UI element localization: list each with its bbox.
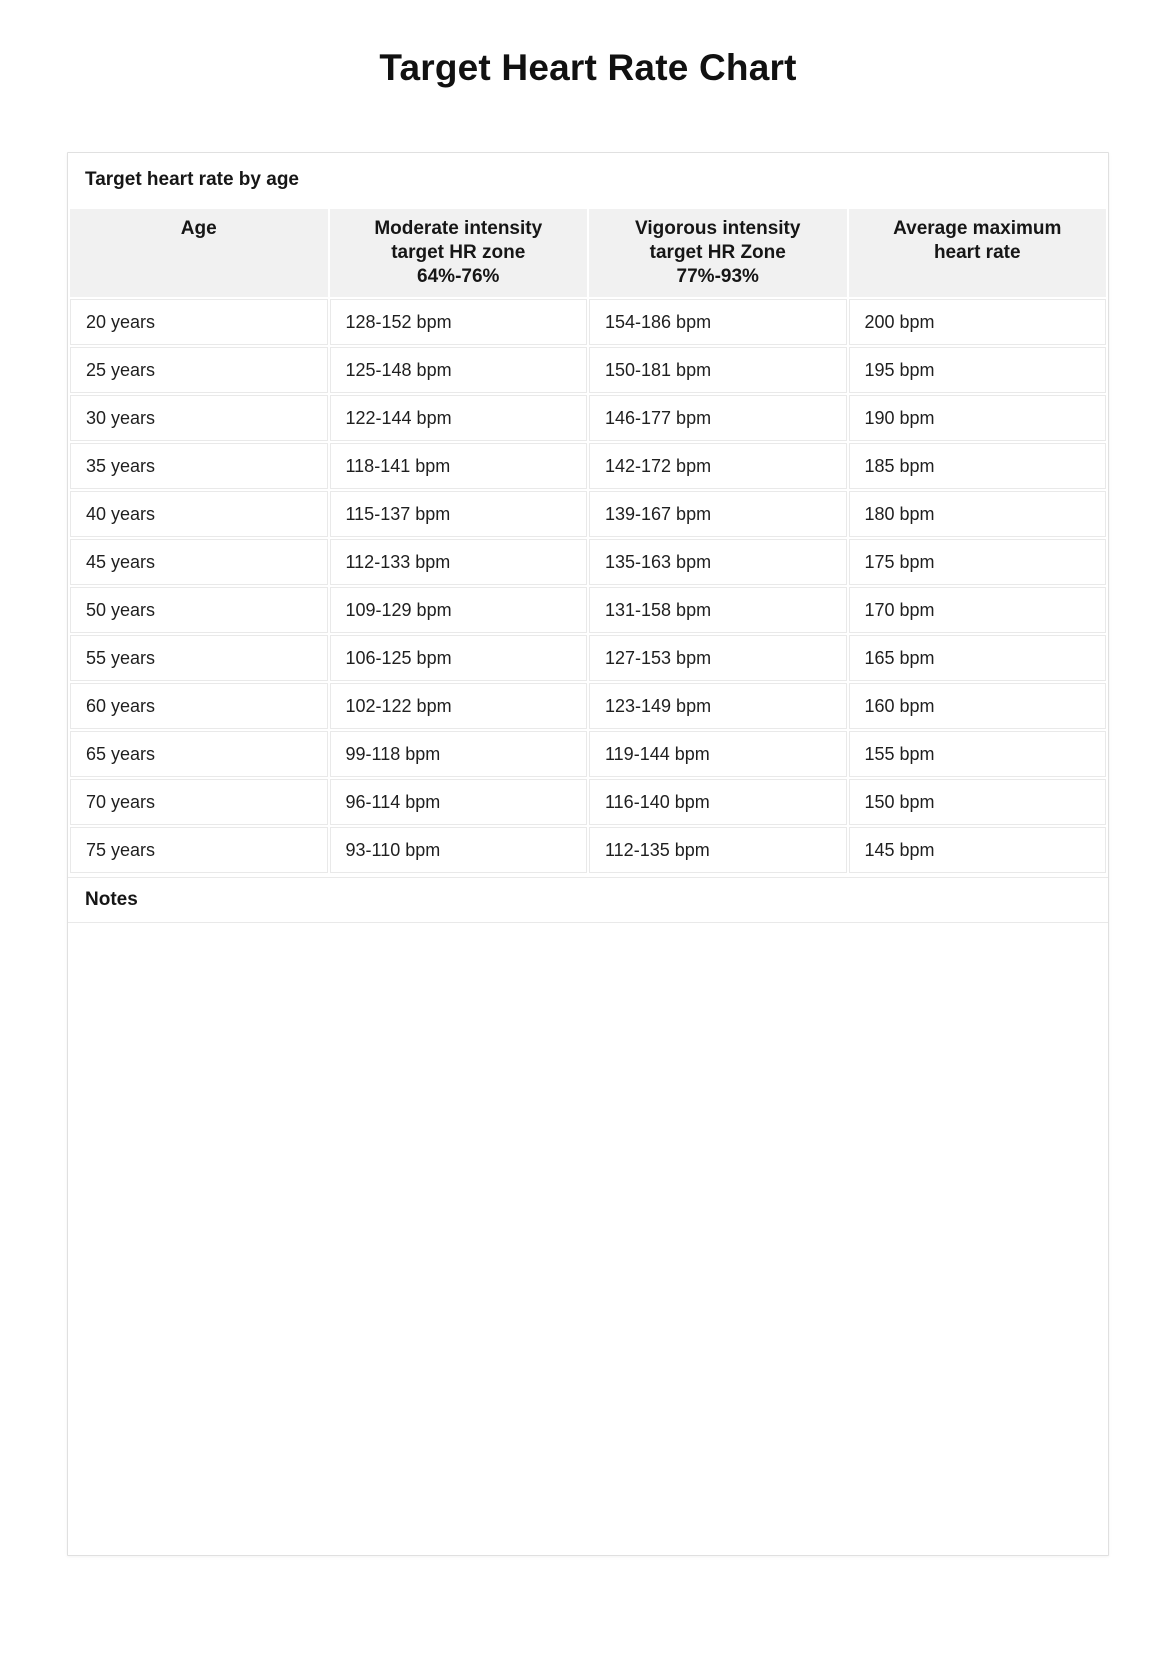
table-cell: 185 bpm [849,443,1107,489]
table-cell: 116-140 bpm [589,779,847,825]
table-cell: 142-172 bpm [589,443,847,489]
table-header-line: heart rate [933,242,1021,263]
table-cell: 123-149 bpm [589,683,847,729]
table-cell: 109-129 bpm [330,587,588,633]
table-row [70,827,1106,873]
table-cell: 99-118 bpm [330,731,588,777]
table-row [70,587,1106,633]
table-cell: 180 bpm [849,491,1107,537]
table-cell: 119-144 bpm [589,731,847,777]
table-cell: 35 years [70,443,328,489]
table-header-line: Vigorous intensity [635,218,801,239]
table-cell: 135-163 bpm [589,539,847,585]
table-header-line: target HR Zone [649,242,786,263]
table-header-line: 77%-93% [676,266,759,287]
table-cell: 200 bpm [849,299,1107,345]
table-cell: 20 years [70,299,328,345]
table-cell: 70 years [70,779,328,825]
table-cell: 102-122 bpm [330,683,588,729]
table-cell: 115-137 bpm [330,491,588,537]
table-cell: 30 years [70,395,328,441]
table-cell: 65 years [70,731,328,777]
table-cell: 112-135 bpm [589,827,847,873]
table-cell: 125-148 bpm [330,347,588,393]
page-title: Target Heart Rate Chart [379,47,797,88]
table-header-cell [849,209,1107,297]
table-row [70,443,1106,489]
table-cell: 122-144 bpm [330,395,588,441]
table-row [70,395,1106,441]
table-cell: 75 years [70,827,328,873]
table-row [70,539,1106,585]
table-row [70,491,1106,537]
table-cell: 96-114 bpm [330,779,588,825]
table-cell: 150-181 bpm [589,347,847,393]
table-cell: 170 bpm [849,587,1107,633]
table-cell: 128-152 bpm [330,299,588,345]
table-row [70,347,1106,393]
table-cell: 175 bpm [849,539,1107,585]
table-cell: 45 years [70,539,328,585]
table-header-line: Average maximum [893,218,1062,239]
notes-area [68,923,1108,1555]
table-row [70,635,1106,681]
table-header-line: 64%-76% [417,266,500,287]
table-cell: 112-133 bpm [330,539,588,585]
notes-section-title: Notes [68,877,1108,923]
table-header-cell [330,209,588,297]
table-cell: 150 bpm [849,779,1107,825]
table-header-line: Moderate intensity [374,218,543,239]
table-cell: 55 years [70,635,328,681]
table-header-cell [70,209,328,297]
table-cell: 40 years [70,491,328,537]
table-cell: 131-158 bpm [589,587,847,633]
table-row [70,683,1106,729]
table-header-cell [589,209,847,297]
table-cell: 154-186 bpm [589,299,847,345]
table-cell: 190 bpm [849,395,1107,441]
table-cell: 160 bpm [849,683,1107,729]
table-header-line: Age [180,218,217,239]
table-cell: 25 years [70,347,328,393]
table-header-row [70,209,1106,297]
table-cell: 146-177 bpm [589,395,847,441]
table-section-title: Target heart rate by age [85,169,300,190]
table-cell: 165 bpm [849,635,1107,681]
target-heart-rate-card [67,152,1109,1556]
table-header-line: target HR zone [391,242,526,263]
table-cell: 50 years [70,587,328,633]
table-cell: 60 years [70,683,328,729]
table-cell: 118-141 bpm [330,443,588,489]
table-cell: 155 bpm [849,731,1107,777]
heart-rate-table [68,207,1108,875]
table-cell: 145 bpm [849,827,1107,873]
table-cell: 139-167 bpm [589,491,847,537]
table-cell: 195 bpm [849,347,1107,393]
table-row [70,779,1106,825]
table-cell: 106-125 bpm [330,635,588,681]
table-cell: 127-153 bpm [589,635,847,681]
table-cell: 93-110 bpm [330,827,588,873]
table-row [70,299,1106,345]
table-row [70,731,1106,777]
